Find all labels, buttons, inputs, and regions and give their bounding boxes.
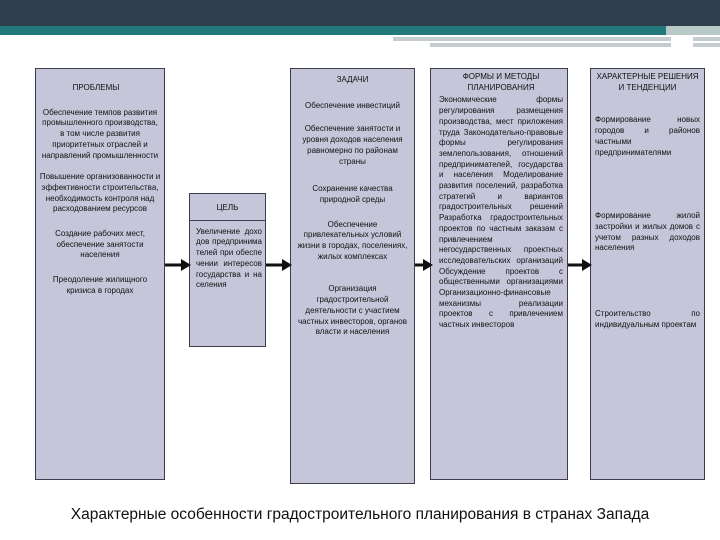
decor-strip xyxy=(693,37,720,41)
task-item: Обеспечение инвестиций xyxy=(304,100,400,110)
methods-title: ФОРМЫ И МЕТОДЫ ПЛАНИРОВАНИЯ xyxy=(462,72,540,92)
goal-box xyxy=(189,193,266,347)
goal-text: Увеличение доходов предпринимателей при обеспечении интересов государства и населения xyxy=(196,226,262,290)
header-bar xyxy=(0,0,720,26)
goal-divider xyxy=(190,220,265,291)
problem-item: Создание рабочих мест, обеспечение занятости населения xyxy=(55,229,145,260)
header-accent-bar xyxy=(0,26,720,35)
problem-item: Преодоление жилищного кризиса в городах xyxy=(52,275,148,295)
problems-box xyxy=(35,68,165,480)
goal-title: ЦЕЛЬ xyxy=(216,203,239,212)
solution-item: Формирование жилой застройки и жилых домов с учетом разных доходов населения xyxy=(595,211,700,253)
arrow-right-icon xyxy=(265,257,293,273)
task-item: Обеспечение привлекательных условий жизни в городах, поселениях, жилых комплексах xyxy=(297,219,408,261)
arrow-right-icon xyxy=(567,257,593,273)
task-item: Организация градостроительной деятельности с участием частных инвесторов, органов власти и населения xyxy=(298,284,407,337)
problem-item: Повышение организованности и эффективности строительства, необходимость контроля над расходованием ресурсов xyxy=(39,172,161,214)
task-item: Сохранение качества природной среды xyxy=(312,184,393,204)
decor-strip xyxy=(430,43,671,47)
arrow-right-icon xyxy=(414,257,434,273)
solutions-title: ХАРАКТЕРНЫЕ РЕШЕНИЯ И ТЕНДЕНЦИИ xyxy=(596,72,699,92)
methods-box xyxy=(430,68,568,480)
tasks-box xyxy=(290,68,415,484)
caption: Характерные особенности градостроительного планирования в странах Запада xyxy=(70,506,650,523)
problem-item: Обеспечение темпов развития промышленного производства, в том числе развития приоритетных отраслей и направлений промышленности xyxy=(41,107,159,160)
decor-strip xyxy=(693,43,720,47)
task-item: Обеспечение занятости и уровня доходов населения равномерно по районам страны xyxy=(302,124,403,166)
decor-strip xyxy=(393,37,671,41)
solutions-box xyxy=(590,68,705,480)
problems-title: ПРОБЛЕМЫ xyxy=(72,83,120,92)
arrow-right-icon xyxy=(164,257,192,273)
tasks-title: ЗАДАЧИ xyxy=(336,75,369,84)
solution-item: Формирование новых городов и районов частными предпринимателями xyxy=(595,115,700,157)
solution-item: Строительство по индивидуальным проектам xyxy=(595,309,700,329)
header-accent-light xyxy=(666,26,720,35)
methods-text: Экономические формы регулирования размещения производства, мест приложения труда Законодательно-правовые формы регулирования землепользования, отношений предпринимателей, государства и населения Моделирование развития поселений, разработка стратегий и вариантов градостроительных решений Разработка градостроительных проектов по частным заказам с привлечением негосударственных проектных исследовательских организаций Обсуждение проектов с общественными организациями Организационно-финансовые механизмы реализации проектов с привлечением частных инвесторов xyxy=(439,95,563,330)
